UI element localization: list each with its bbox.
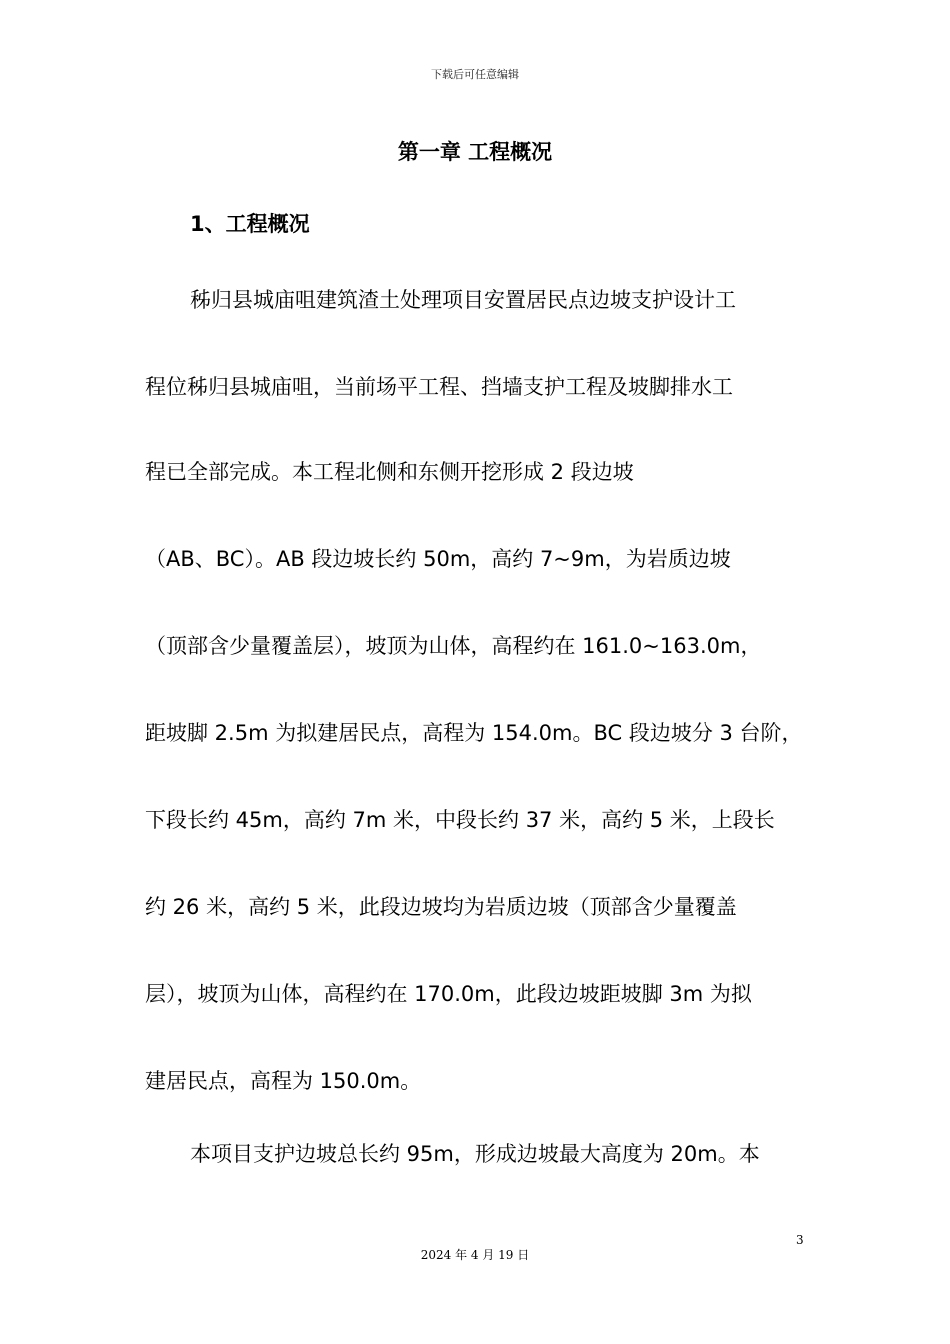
body-line: （顶部含少量覆盖层），坡顶为山体，高程约在 161.0~163.0m， — [145, 634, 762, 658]
header-note: 下载后可任意编辑 — [431, 68, 519, 81]
footer-date: 2024 年 4 月 19 日 — [420, 1248, 530, 1262]
body-line: 层），坡顶为山体，高程约在 170.0m，此段边坡距坡脚 3m 为拟 — [145, 982, 752, 1006]
body-line: 本项目支护边坡总长约 95m，形成边坡最大高度为 20m。本 — [190, 1142, 760, 1166]
body-line: 程已全部完成。本工程北侧和东侧开挖形成 2 段边坡 — [145, 460, 634, 484]
body-line: 秭归县城庙咀建筑渣土处理项目安置居民点边坡支护设计工 — [190, 288, 736, 312]
body-line: 约 26 米，高约 5 米，此段边坡均为岩质边坡（顶部含少量覆盖 — [145, 895, 737, 919]
page-number: 3 — [796, 1233, 804, 1247]
body-line: 建居民点，高程为 150.0m。 — [145, 1069, 422, 1093]
section-heading: 1、工程概况 — [190, 212, 310, 236]
body-line: （AB、BC）。AB 段边坡长约 50m，高约 7~9m，为岩质边坡 — [145, 547, 731, 571]
chapter-title: 第一章 工程概况 — [397, 140, 553, 164]
body-line: 程位秭归县城庙咀，当前场平工程、挡墙支护工程及坡脚排水工 — [145, 375, 733, 399]
body-line: 距坡脚 2.5m 为拟建居民点，高程为 154.0m。BC 段边坡分 3 台阶， — [145, 721, 803, 745]
body-line: 下段长约 45m，高约 7m 米，中段长约 37 米，高约 5 米，上段长 — [145, 808, 775, 832]
